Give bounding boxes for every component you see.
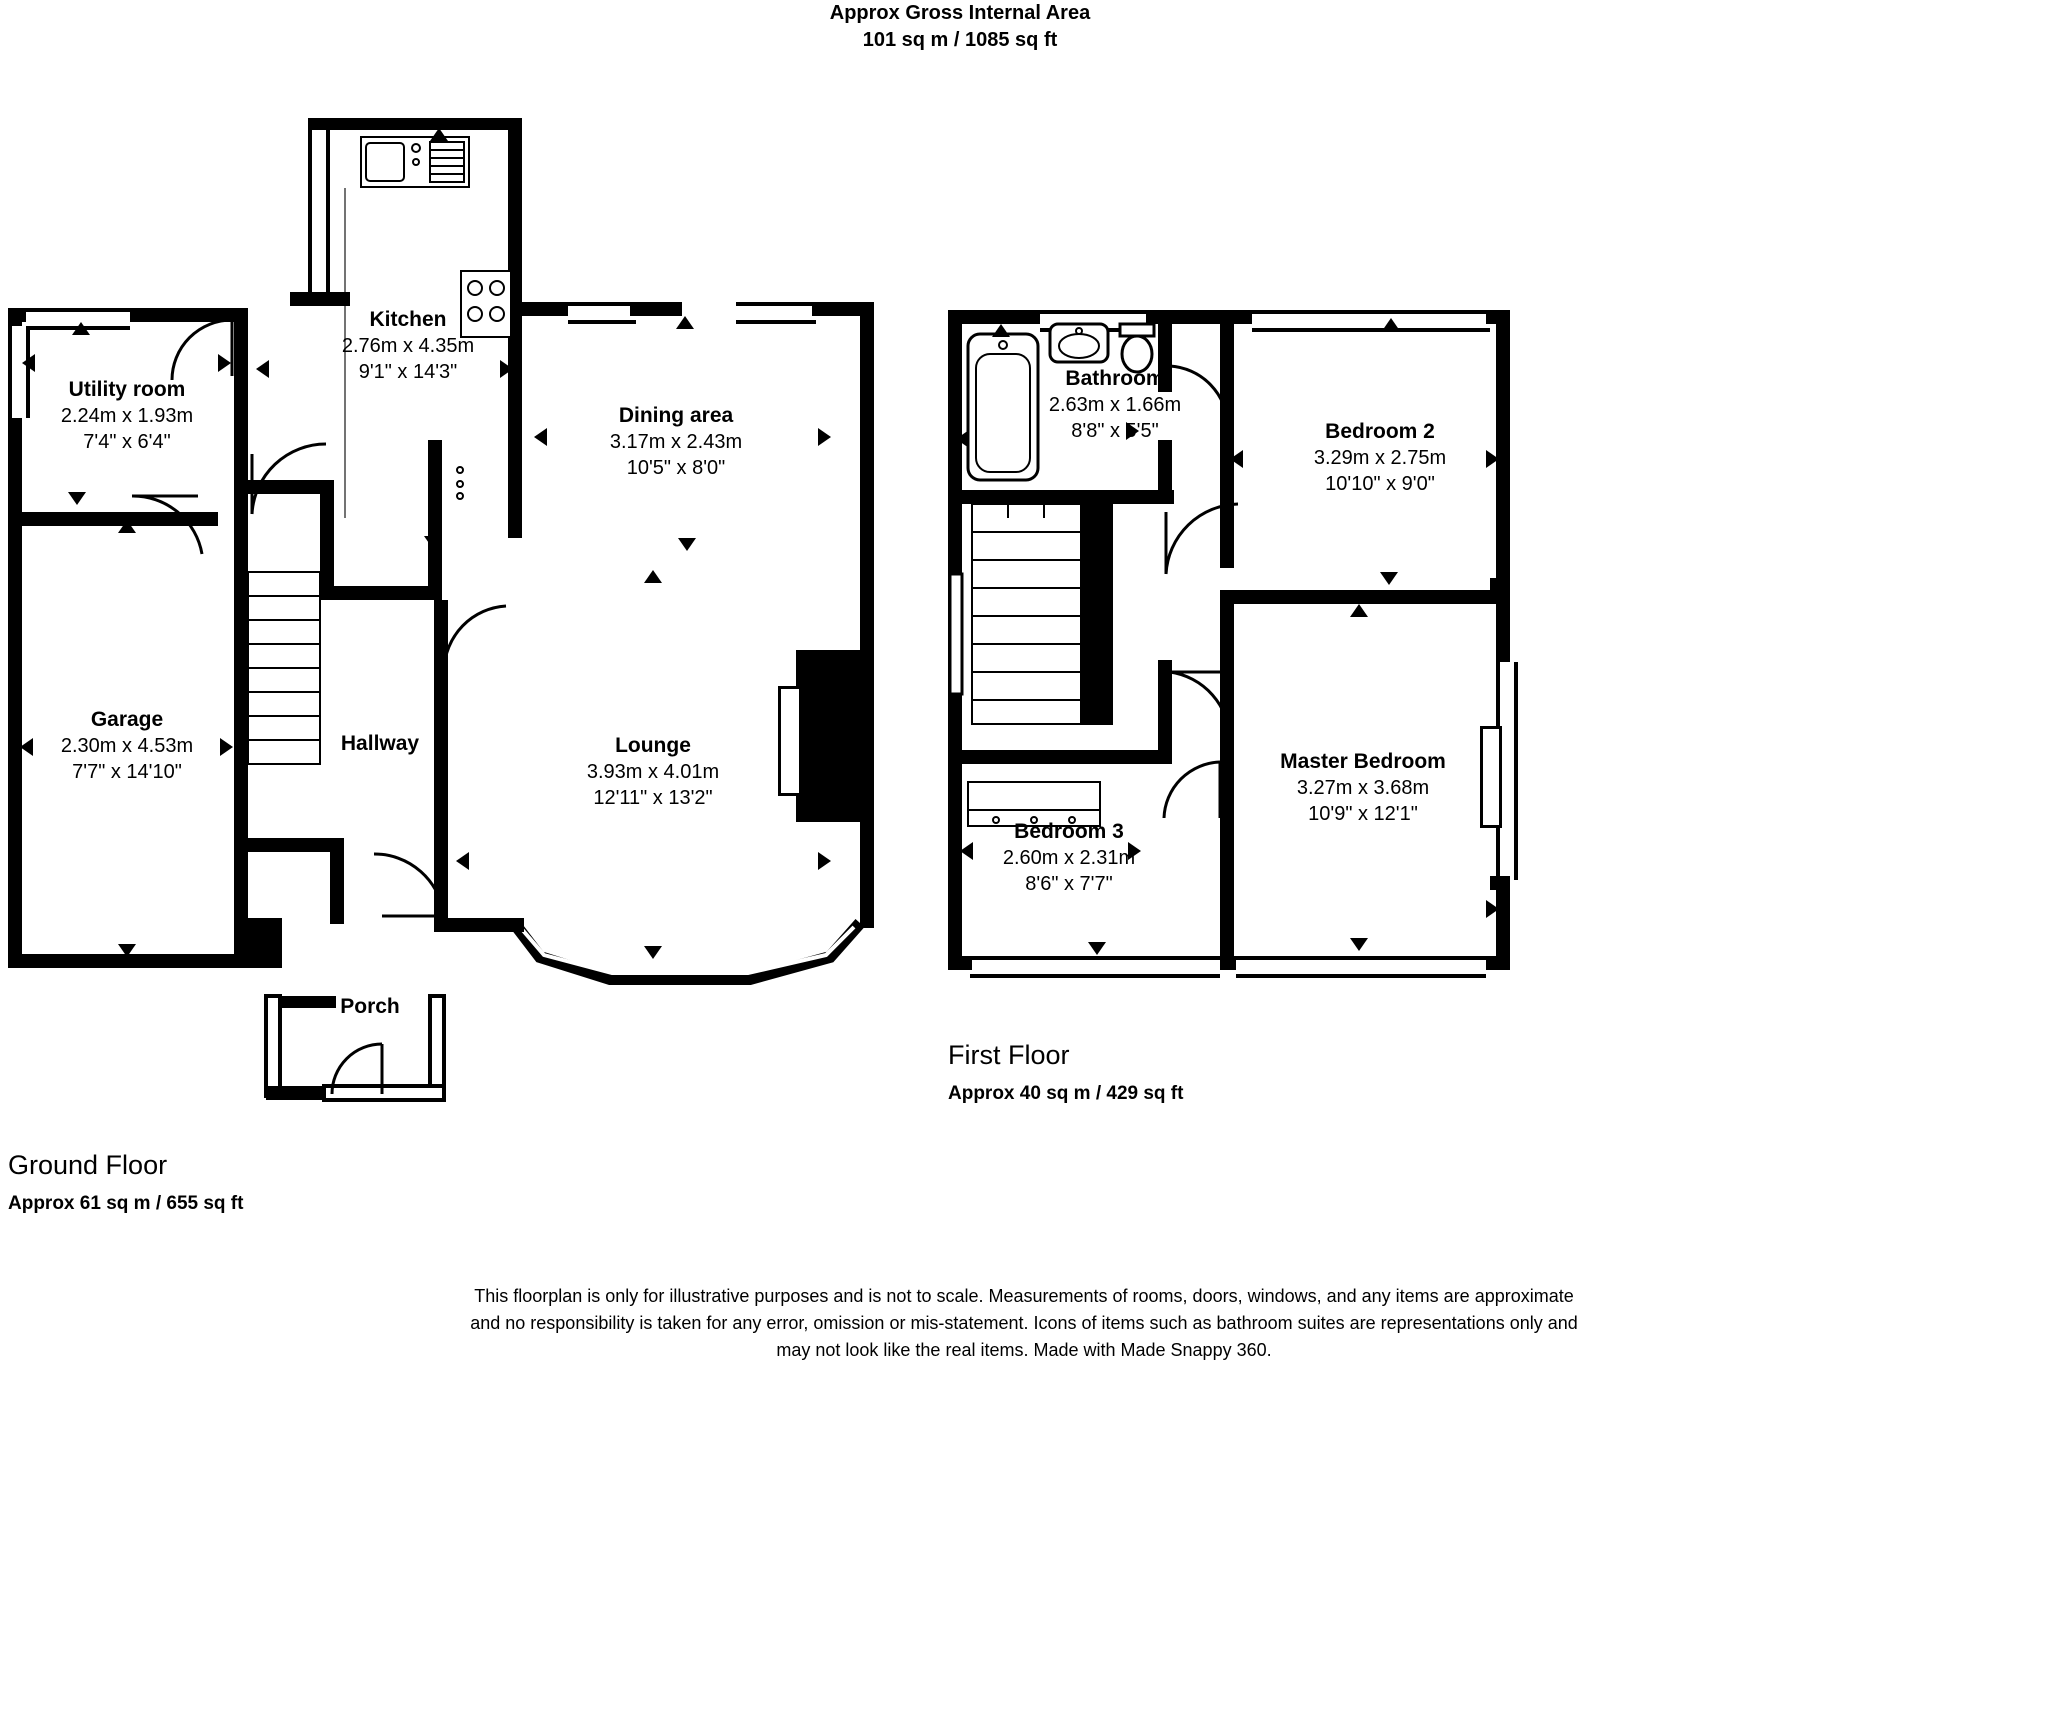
wall-porch-left-inner xyxy=(330,838,344,924)
dim-arrow xyxy=(818,428,831,446)
window-bedroom3-bottom xyxy=(970,956,1220,978)
ground-floor-area: Approx 61 sq m / 655 sq ft xyxy=(8,1193,244,1214)
dim-arrow xyxy=(1486,900,1499,918)
gross-area-line1: Approx Gross Internal Area xyxy=(829,2,1091,24)
dim-arrow xyxy=(68,492,86,505)
wall-bedroom3-top xyxy=(948,750,1168,764)
wall-landing-top xyxy=(1070,490,1174,504)
window-dining-right xyxy=(736,302,816,324)
door-hall-front xyxy=(370,848,448,920)
room-label-bedroom-3: Bedroom 3 2.60m x 2.31m 8'6" x 7'7" xyxy=(1002,820,1136,896)
dim-arrow xyxy=(1380,572,1398,585)
dim-arrow xyxy=(818,852,831,870)
wall-hall-mid xyxy=(334,586,442,600)
wall-right-exterior-upper xyxy=(860,302,874,652)
kitchen-appliance-icon xyxy=(448,462,472,502)
wall-lounge-chimney xyxy=(796,650,874,822)
window-dining-left xyxy=(568,302,636,324)
room-label-lounge: Lounge 3.93m x 4.01m 12'11" x 13'2" xyxy=(586,734,720,810)
first-floor-area: Approx 40 sq m / 429 sq ft xyxy=(948,1083,1184,1104)
wall-kitchen-top xyxy=(334,118,494,130)
wall-lounge-bottom-left xyxy=(434,918,524,932)
dim-arrow xyxy=(534,428,547,446)
wall-hall-lower xyxy=(234,838,344,852)
door-hall-lounge xyxy=(440,602,510,674)
window-bedroom2-top xyxy=(1252,310,1490,332)
staircase-icon xyxy=(972,504,1112,724)
window-kitchen-left xyxy=(308,130,330,302)
room-label-porch: Porch xyxy=(340,995,400,1018)
wall-hall-right-upper xyxy=(428,440,442,600)
radiator-icon xyxy=(778,686,802,796)
dim-arrow xyxy=(1350,938,1368,951)
wall-ff-top-left xyxy=(948,310,1048,324)
disclaimer-line-3: may not look like the real items. Made with Made Snappy 360. xyxy=(776,1340,1272,1360)
wall-bathroom-bottom xyxy=(948,490,1072,504)
dim-arrow xyxy=(72,322,90,335)
dim-arrow xyxy=(992,324,1010,337)
room-label-bathroom: Bathroom 2.63m x 1.66m 8'8" x 5'5" xyxy=(1048,367,1182,443)
ground-floor-title: Ground Floor xyxy=(8,1150,168,1180)
wall-utility-top-left-stub xyxy=(8,308,26,322)
wall-dining-top-mid xyxy=(630,302,682,316)
dim-arrow xyxy=(424,536,442,549)
kitchen-sink-icon xyxy=(360,136,470,188)
first-floor-plan xyxy=(930,0,2048,1130)
wall-ff-bottom-left-corner xyxy=(948,956,972,970)
door-bedroom2 xyxy=(1162,500,1242,578)
room-label-bedroom-2: Bedroom 2 3.29m x 2.75m 10'10" x 9'0" xyxy=(1313,420,1447,496)
disclaimer xyxy=(174,1283,1874,1364)
room-label-garage: Garage 2.30m x 4.53m 7'7" x 14'10" xyxy=(60,708,194,784)
dim-arrow xyxy=(22,354,35,372)
dim-arrow xyxy=(218,354,231,372)
wall-utility-right xyxy=(234,308,248,638)
wash-basin-icon xyxy=(1048,322,1110,364)
disclaimer-line-1: This floorplan is only for illustrative purposes and is not to scale. Measurements of rooms, doors, windows, and any items are approximate xyxy=(474,1286,1574,1306)
dim-arrow xyxy=(456,852,469,870)
room-label-dining-area: Dining area 3.17m x 2.43m 10'5" x 8'0" xyxy=(609,404,743,480)
bay-window-lounge xyxy=(500,905,880,1015)
dim-arrow xyxy=(118,944,136,957)
first-floor-title: First Floor xyxy=(948,1040,1070,1070)
gross-area-line2: 101 sq m / 1085 sq ft xyxy=(862,29,1058,51)
dim-arrow xyxy=(644,946,662,959)
room-label-kitchen: Kitchen 2.76m x 4.35m 9'1" x 14'3" xyxy=(341,308,475,384)
disclaimer-line-2: and no responsibility is taken for any error, omission or mis-statement. Icons of items such as bathroom suites are representations only and xyxy=(470,1313,1578,1333)
room-label-hallway: Hallway xyxy=(340,732,420,755)
dim-arrow xyxy=(1088,942,1106,955)
dim-arrow xyxy=(1382,318,1400,331)
dim-arrow xyxy=(118,520,136,533)
wall-bedroom2-bottom xyxy=(1220,590,1510,604)
dim-arrow xyxy=(430,128,448,141)
wall-utility-bottom-corner xyxy=(8,512,22,526)
door-utility-garage xyxy=(128,492,206,562)
room-label-master-bedroom: Master Bedroom 3.27m x 3.68m 10'9" x 12'1" xyxy=(1280,750,1446,826)
room-label-utility-room: Utility room 2.24m x 1.93m 7'4" x 6'4" xyxy=(60,378,194,454)
wall-kitchen-bottom-left xyxy=(290,292,350,306)
door-utility-top xyxy=(170,318,234,382)
wall-garage-bottom-right-block xyxy=(234,918,282,968)
dim-arrow xyxy=(676,316,694,329)
window-master-bottom xyxy=(1236,956,1486,978)
dim-arrow xyxy=(644,570,662,583)
dim-arrow xyxy=(678,538,696,551)
dim-arrow xyxy=(1350,604,1368,617)
wall-kitchen-topleft-stub xyxy=(308,118,334,130)
door-master-bedroom xyxy=(1162,668,1234,746)
